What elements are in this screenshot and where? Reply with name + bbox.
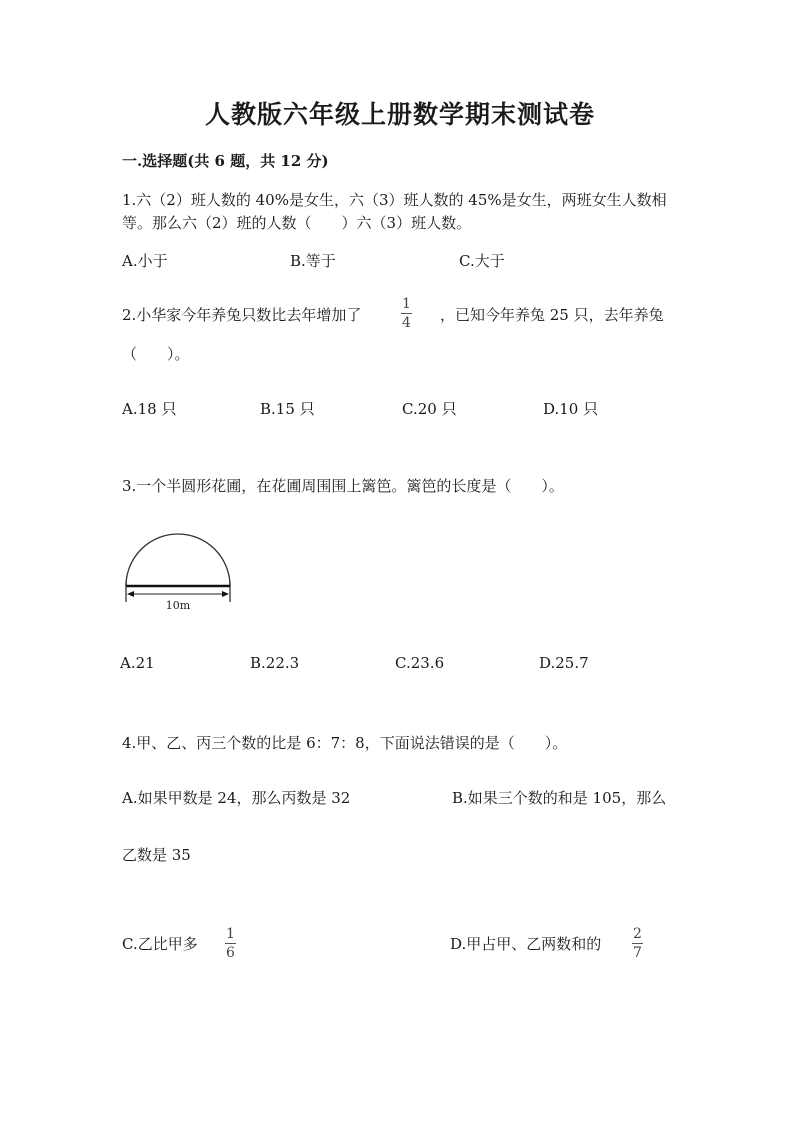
q4-option-c-denominator: 6	[226, 945, 235, 961]
q2-option-b: B.15 只	[260, 400, 315, 418]
dimension-arrow-right	[222, 591, 229, 597]
q2-option-c: C.20 只	[402, 400, 457, 418]
q4-option-d-denominator: 7	[633, 945, 642, 961]
semicircle-figure	[118, 528, 242, 614]
q1-option-b: B.等于	[290, 252, 336, 270]
fraction-bar	[632, 943, 643, 944]
fraction-bar	[225, 943, 236, 944]
q2-prefix: 2.小华家今年养兔只数比去年增加了	[122, 306, 362, 324]
q2-suffix: ，已知今年养兔 25 只，去年养兔	[440, 306, 664, 324]
q4-option-c-numerator: 1	[226, 926, 235, 942]
q4-option-c: C.乙比甲多	[122, 935, 198, 953]
q2-fraction-denominator: 4	[402, 315, 411, 331]
section-heading: 一.选择题(共 6 题，共 12 分)	[122, 152, 329, 170]
q4-option-b-line2: 乙数是 35	[122, 846, 191, 864]
q4-option-d-numerator: 2	[633, 926, 642, 942]
q2-option-a: A.18 只	[122, 400, 177, 418]
q1-line2: 等。那么六（2）班的人数（ ）六（3）班人数。	[122, 214, 472, 232]
q4-option-d-fraction	[632, 926, 643, 961]
q3-option-a: A.21	[120, 654, 155, 672]
q4-option-d: D.甲占甲、乙两数和的	[450, 935, 602, 953]
fraction-bar	[401, 313, 412, 314]
q3-option-b: B.22.3	[250, 654, 300, 672]
q4-option-a: A.如果甲数是 24，那么丙数是 32	[122, 789, 351, 807]
q1-option-a: A.小于	[122, 252, 168, 270]
q2-fraction	[401, 296, 412, 331]
q4-option-b-line1: B.如果三个数的和是 105，那么	[452, 789, 667, 807]
q1-option-c: C.大于	[459, 252, 505, 270]
dimension-arrow-left	[127, 591, 134, 597]
q4-text: 4.甲、乙、丙三个数的比是 6：7：8，下面说法错误的是（ ）。	[122, 734, 568, 752]
q3-option-d: D.25.7	[539, 654, 589, 672]
q2-line2: （ ）。	[122, 345, 190, 363]
q2-option-d: D.10 只	[543, 400, 599, 418]
semicircle-arc	[126, 534, 230, 586]
q3-option-c: C.23.6	[395, 654, 445, 672]
figure-label: 10m	[165, 599, 191, 612]
q1-line1: 1.六（2）班人数的 40%是女生，六（3）班人数的 45%是女生，两班女生人数相	[122, 191, 667, 209]
q2-fraction-numerator: 1	[402, 296, 411, 312]
q4-option-c-fraction	[225, 926, 236, 961]
q3-text: 3.一个半圆形花圃，在花圃周围围上篱笆。篱笆的长度是（ ）。	[122, 477, 564, 495]
page-title: 人教版六年级上册数学期末测试卷	[204, 100, 595, 129]
